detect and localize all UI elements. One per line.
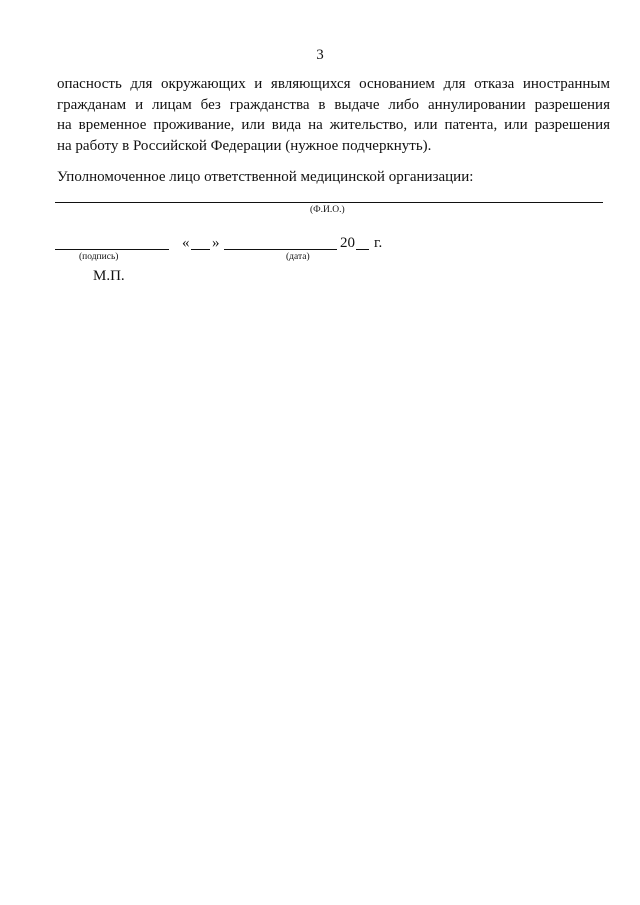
seal-placeholder: М.П. [93,268,125,284]
paragraph-line: гражданам и лицам без гражданства в выдаче либо аннулировании разрешения [57,96,610,113]
paragraph-line: опасность для окружающих и являющихся основанием для отказа иностранным [57,76,610,92]
date-close-quote: » [212,235,220,251]
year-line [356,249,369,250]
paragraph-line: на работу в Российской Федерации (нужное подчеркнуть). [57,137,432,154]
full-name-line [55,202,603,203]
signature-caption: (подпись) [79,252,119,262]
page-number: 3 [316,47,324,63]
date-caption: (дата) [286,252,310,262]
authorized-person-label: Уполномоченное лицо ответственной медицинской организации: [57,169,474,185]
month-line [224,249,337,250]
body-paragraph [57,74,610,156]
full-name-caption: (Ф.И.О.) [310,205,345,215]
date-open-quote: « [182,235,190,251]
paragraph-line: на временное проживание, или вида на жительство, или патента, или разрешения [57,117,610,133]
signature-line [55,249,169,250]
day-line [191,249,210,250]
year-suffix: г. [374,235,383,251]
year-prefix: 20 [340,235,355,251]
